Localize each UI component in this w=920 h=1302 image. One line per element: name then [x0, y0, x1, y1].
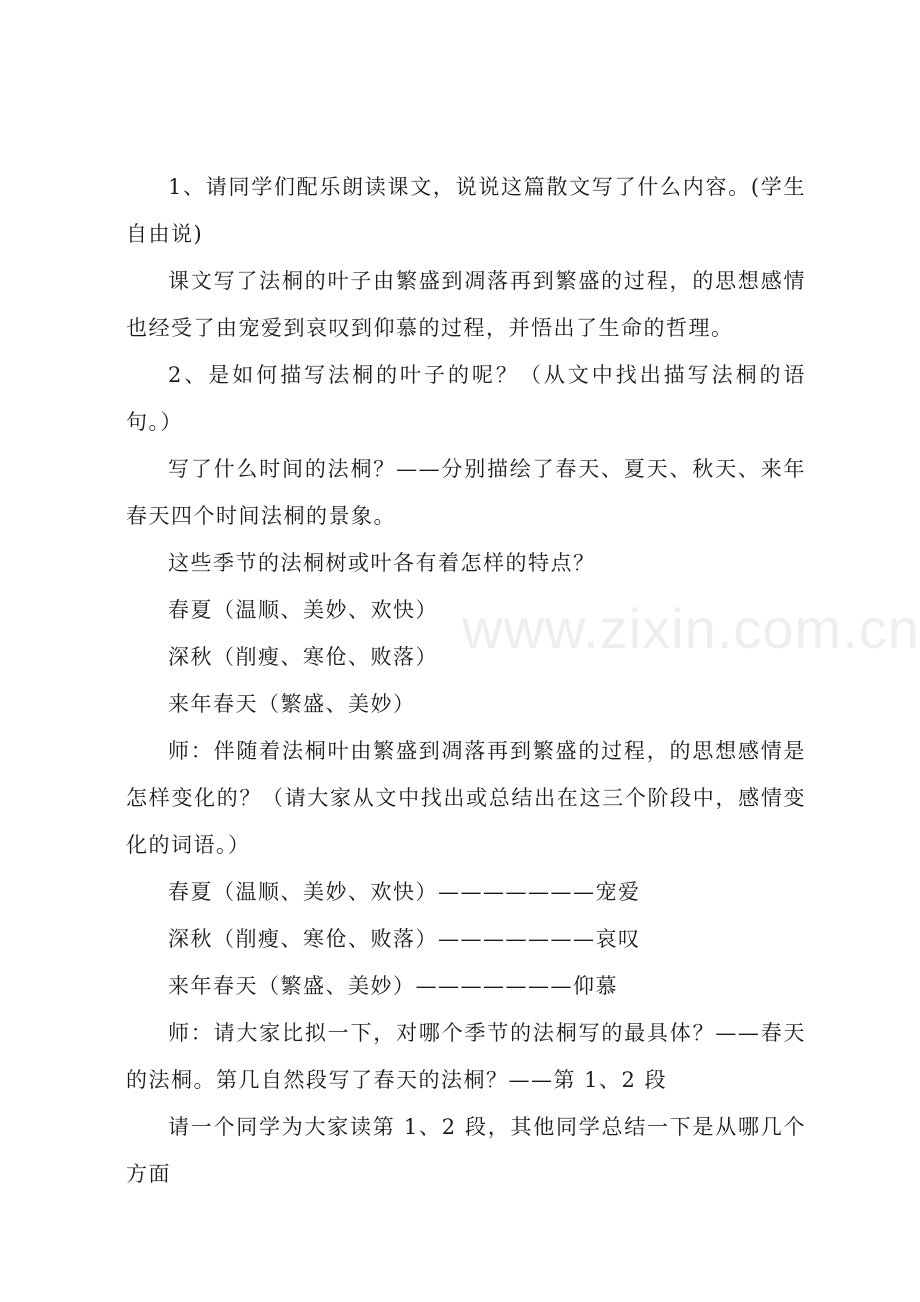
document-body: [126, 164, 806, 1198]
paragraph-7: 深秋（削瘦、寒伧、败落）: [168, 645, 438, 669]
paragraph-13: 师：请大家比拟一下，对哪个季节的法桐写的最具体？——春天的法桐。第几自然段写了春天的法桐？——第 1、2 段: [126, 1021, 806, 1092]
paragraph-10: 春夏（温顺、美妙、欢快）———————宠爱: [168, 880, 641, 904]
watermark: www.zixin.com.cn: [462, 597, 920, 660]
paragraph-3: 2、是如何描写法桐的叶子的呢？（从文中找出描写法桐的语句。）: [126, 363, 806, 434]
paragraph-9: 师：伴随着法桐叶由繁盛到凋落再到繁盛的过程，的思想感情是怎样变化的？（请大家从文中找出或总结出在这三个阶段中，感情变化的词语。）: [126, 739, 806, 857]
paragraph-5: 这些季节的法桐树或叶各有着怎样的特点？: [168, 551, 596, 575]
paragraph-2: 课文写了法桐的叶子由繁盛到凋落再到繁盛的过程，的思想感情也经受了由宠爱到哀叹到仰慕的过程，并悟出了生命的哲理。: [126, 269, 806, 340]
paragraph-4: 写了什么时间的法桐？——分别描绘了春天、夏天、秋天、来年春天四个时间法桐的景象。: [126, 457, 806, 528]
paragraph-6: 春夏（温顺、美妙、欢快）: [168, 598, 438, 622]
paragraph-1: 1、请同学们配乐朗读课文，说说这篇散文写了什么内容。(学生自由说): [126, 175, 806, 246]
paragraph-12: 来年春天（繁盛、美妙）———————仰慕: [168, 974, 618, 998]
paragraph-8: 来年春天（繁盛、美妙）: [168, 692, 416, 716]
paragraph-14: 请一个同学为大家读第 1、2 段，其他同学总结一下是从哪几个方面: [126, 1115, 806, 1186]
paragraph-11: 深秋（削瘦、寒伧、败落）———————哀叹: [168, 927, 641, 951]
